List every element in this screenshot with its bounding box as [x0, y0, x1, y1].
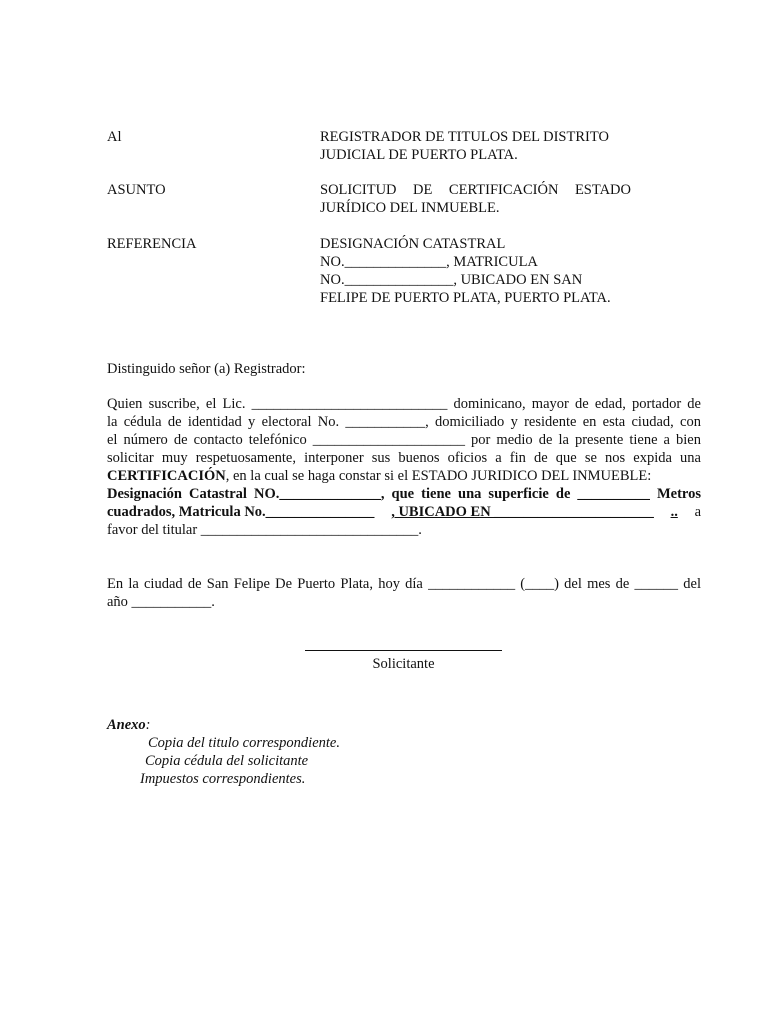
matricula-text: cuadrados, Matricula No._______________ — [107, 504, 375, 520]
body-paragraph — [107, 395, 701, 539]
referencia-value-line: DESIGNACIÓN CATASTRAL — [320, 236, 506, 252]
anexo-title-wrap — [107, 717, 151, 733]
signature-line — [305, 650, 502, 651]
signature-block — [305, 650, 502, 673]
al-value — [320, 128, 631, 164]
asunto-value-line: JURÍDICO DEL INMUEBLE. — [320, 200, 500, 216]
anexo-title: Anexo — [107, 717, 146, 733]
body-line: Designación Catastral NO.______________, que tiene una superficie de __________ Metros — [107, 486, 701, 502]
asunto-value — [320, 181, 631, 217]
ubicado-dots: .. — [670, 504, 678, 520]
al-value-line: JUDICIAL DE PUERTO PLATA. — [320, 147, 518, 163]
body-line: favor del titular ______________________________. — [107, 522, 422, 538]
signature-label: Solicitante — [372, 656, 435, 672]
al-value-line: REGISTRADOR DE TITULOS DEL DISTRITO — [320, 129, 609, 145]
referencia-value-line: NO.______________, MATRICULA — [320, 254, 538, 270]
body-line: Quien suscribe, el Lic. ___________________________ dominicano, mayor de edad, portador de — [107, 396, 701, 412]
body-line: la cédula de identidad y electoral No. ___________, domiciliado y residente en esta ciudad, con — [107, 414, 701, 430]
body-line-text: a — [694, 504, 701, 520]
certificacion-bold: CERTIFICACIÓN — [107, 468, 226, 484]
referencia-value — [320, 235, 631, 307]
referencia-value-line: FELIPE DE PUERTO PLATA, PUERTO PLATA. — [320, 290, 611, 306]
asunto-value-line: SOLICITUD DE CERTIFICACIÓN ESTADO — [320, 182, 631, 198]
anexo-item: Copia del titulo correspondiente. — [148, 735, 340, 751]
referencia-value-line: NO._______________, UBICADO EN SAN — [320, 272, 583, 288]
body-line — [107, 503, 701, 521]
greeting: Distinguido señor (a) Registrador: — [107, 361, 306, 377]
body-line: solicitar muy respetuosamente, interponer sus buenos oficios a fin de que se nos expida una — [107, 450, 701, 466]
anexo-block — [107, 716, 340, 788]
city-line: año ___________. — [107, 594, 215, 610]
referencia-label: REFERENCIA — [107, 236, 197, 252]
anexo-item: Impuestos correspondientes. — [140, 771, 306, 787]
city-line: En la ciudad de San Felipe De Puerto Plata, hoy día ____________ (____) del mes de ______ del — [107, 576, 701, 592]
asunto-label: ASUNTO — [107, 182, 166, 198]
body-line-text: , en la cual se haga constar si el ESTADO JURIDICO DEL INMUEBLE: — [225, 468, 652, 484]
al-label: Al — [107, 129, 122, 145]
anexo-item: Copia cédula del solicitante — [145, 753, 309, 769]
body-line — [107, 467, 701, 485]
anexo-colon: : — [145, 717, 151, 733]
ubicado-text: , UBICADO EN ______________________ — [391, 504, 654, 520]
city-date-paragraph — [107, 575, 701, 611]
body-line: el número de contacto telefónico _____________________ por medio de la presente tiene a bien — [107, 432, 701, 448]
